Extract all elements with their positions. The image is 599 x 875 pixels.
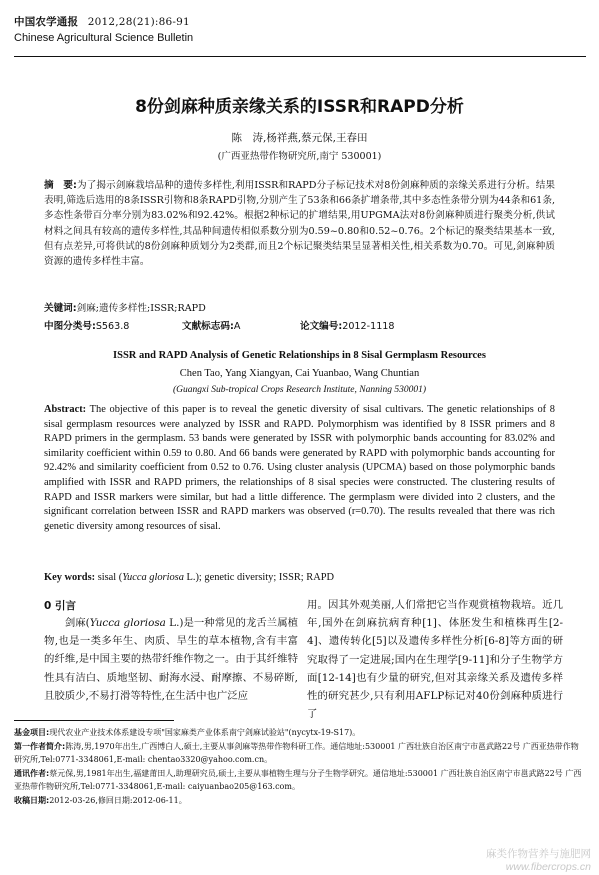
keywords-en-pre: sisal (: [97, 572, 123, 583]
journal-name-en: Chinese Agricultural Science Bulletin: [14, 32, 194, 44]
journal-name-cn: 中国农学通报: [14, 16, 79, 28]
first-author-label: 第一作者简介:: [14, 742, 66, 751]
journal-header: [14, 14, 586, 44]
footnotes: [14, 726, 584, 808]
intro-column-right: 用。因其外观美丽,人们常把它当作观赏植物栽培。近几年,国外在剑麻抗病育种[1]、体胚发生和植株再生[2-4]、遗传转化[5]以及遗传多样性分析[6-8]等方面的研究取得了一定进展;国内在生理学[9-11]和分子生物学方面[12-14]也有少量的研究,但对其亲缘关系及遗传多样性的研究甚少,只有利用AFLP标记对40份剑麻种质进行了: [307, 599, 563, 721]
intro-column-left: [44, 614, 298, 705]
corresponding-author-text: 蔡元保,男,1981年出生,福建莆田人,助理研究员,硕士,主要从事植物生理与分子生物学研究。通信地址:530001 广西壮族自治区南宁市邕武路22号 广西亚热带作物研究所,Tel:0771-3348061,E-mail: caiyuanbao205@163.com。: [14, 769, 582, 791]
issue-info: 2012,28(21):86-91: [87, 16, 190, 28]
abstract-en-text: The objective of this paper is to reveal the genetic diversity of sisal cultivars. The genetic relationships of 8 sisal germplasm resources were analyzed by ISSR and RAPD. Polymorphism was identified by 8 ISSR primers and 8 RAPD primers in the germplasm. 53 bands were generated by ISSR with polymorphic bands accounting for 83.02% and similarity coefficient within 0.59 to 0.80. And 66 bands were generated by RAPD with polymorphic bands accounting for 92.42% and similarity coefficient from 0.52 to 0.76. Using cluster analysis (UPCMA) based on those polymorphic bands amplified with ISSR and RAPD primers, the relationships of 8 sisal species were constructed. The clustering results of RAPD and ISSR markers were similar, but had a little difference. The germplasm were divided into 2 clusters, and the significant correlation between ISSR and RAPD markers was observed (r=0.70). The results revealed that there was rich genetic diversity among resources of sisal.: [44, 404, 555, 532]
clc-label: 中图分类号:: [44, 321, 96, 332]
paper-title-cn: 8份剑麻种质亲缘关系的ISSR和RAPD分析: [135, 97, 464, 117]
abstract-en: [44, 403, 555, 534]
abstract-en-label: Abstract:: [44, 404, 87, 415]
abstract-cn: [44, 178, 555, 269]
authors-cn: 陈 涛,杨祥燕,蔡元保,王春田: [231, 132, 368, 144]
intro-left-species: Yucca gloriosa: [89, 617, 166, 629]
dates-label: 收稿日期:: [14, 796, 50, 805]
fund-label: 基金项目:: [14, 728, 50, 737]
section-heading-intro: 0 引言: [44, 600, 76, 612]
affiliation-cn: (广西亚热带作物研究所,南宁 530001): [217, 151, 382, 162]
doc-code-label: 文献标志码:: [182, 321, 234, 332]
paper-title-en: ISSR and RAPD Analysis of Genetic Relationships in 8 Sisal Germplasm Resources: [113, 350, 486, 361]
keywords-cn-text: 剑麻;遗传多样性;ISSR;RAPD: [76, 303, 206, 314]
clc-value: S563.8: [95, 321, 130, 332]
intro-left-b: L.)是一种常见的龙舌兰属植物,也是一类多年生、肉质、旱生的草本植物,含有丰富的纤维,是中国主要的热带纤维作物之一。由于其纤维特性具有洁白、质地坚韧、耐海水浸、耐摩擦、不易碎断,且胶质少,不易打滑等特性,在生活中也广泛应: [44, 617, 299, 702]
affiliation-en: (Guangxi Sub-tropical Crops Research Institute, Nanning 530001): [172, 385, 427, 395]
article-no-label: 论文编号:: [300, 321, 343, 332]
doc-code-value: A: [233, 321, 241, 332]
keywords-cn-label: 关键词:: [44, 303, 77, 314]
corresponding-author-label: 通讯作者:: [14, 769, 50, 778]
first-author-text: 陈涛,男,1970年出生,广西博白人,硕士,主要从事剑麻等热带作物科研工作。通信地址:530001 广西壮族自治区南宁市邕武路22号 广西亚热带作物研究所,Tel:0771-3348061,E-mail: chentao3320@yahoo.com.cn。: [14, 742, 579, 764]
watermark-url: www.fibercrops.cn: [505, 861, 591, 873]
abstract-cn-text: 为了揭示剑麻栽培品种的遗传多样性,利用ISSR和RAPD分子标记技术对8份剑麻种质的亲缘关系进行分析。结果表明,筛选后选用的8条ISSR引物和8条RAPD引物,分别产生了53条和66条扩增条带,其中多态性条带分别为44条和61条,多态性条带百分率分别为83.02%和92.42%。根据2种标记的扩增结果,用UPGMA法对8份剑麻种质进行聚类分析,供试材料之间具有较高的遗传多样性,其品种间遗传相似系数分别为0.59~0.80和0.52~0.76。2个标记的聚类结果基本一致,但有点差异,可将供试的8份剑麻种质划分为2类群,而且2个标记聚类结果呈显著相关性,相关系数为0.70。可见,剑麻种质资源的遗传多样性丰富。: [44, 180, 555, 268]
intro-left-a: 剑麻(: [64, 617, 90, 629]
article-no-value: 2012-1118: [342, 321, 395, 332]
authors-en: Chen Tao, Yang Xiangyan, Cai Yuanbao, Wang Chuntian: [179, 368, 420, 379]
watermark-cn: 麻类作物营养与施肥网: [486, 848, 591, 860]
fund-text: 现代农业产业技术体系建设专项"国家麻类产业体系南宁剑麻试验站"(nycytx-19-S17)。: [49, 728, 361, 737]
keywords-en-species: Yucca gloriosa: [122, 572, 184, 583]
abstract-cn-label: 摘 要:: [44, 180, 77, 191]
keywords-cn: [44, 300, 555, 314]
keywords-en-post: L.); genetic diversity; ISSR; RAPD: [183, 572, 335, 583]
dates-text: 2012-03-26,修回日期:2012-06-11。: [49, 796, 187, 805]
header-rule: [14, 56, 586, 57]
keywords-en-label: Key words:: [44, 572, 96, 583]
keywords-en: [44, 572, 555, 583]
watermark: [486, 846, 591, 873]
footnote-rule: [14, 720, 174, 721]
